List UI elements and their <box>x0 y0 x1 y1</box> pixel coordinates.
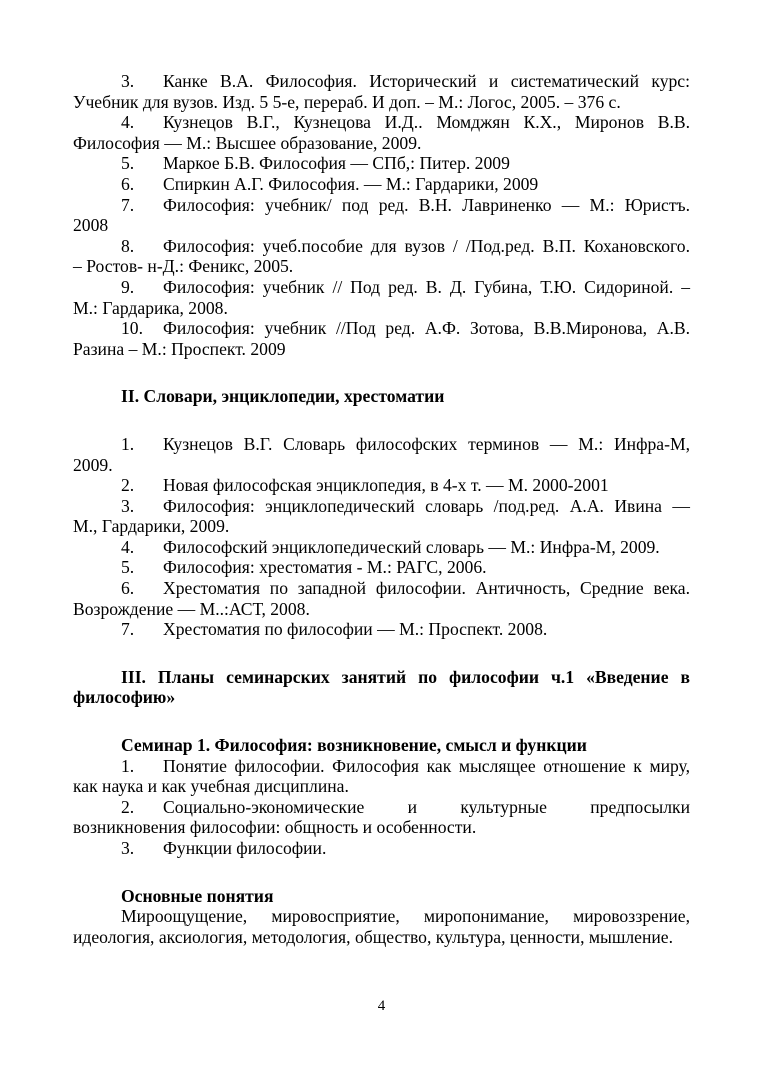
concepts-heading: Основные понятия <box>121 885 274 906</box>
page-number: 4 <box>377 998 386 1014</box>
item-text: Канке В.А. Философия. Исторический и систематический курс: <box>163 71 690 91</box>
item-text: Понятие философии. Философия как мыслящее отношение к миру, <box>163 755 690 776</box>
list-item <box>73 537 690 558</box>
item-number: 3. <box>121 71 135 91</box>
item-text: Социально-экономические и культурные предпосылки <box>163 796 690 817</box>
item-number: 5. <box>121 557 135 578</box>
list-item <box>73 277 690 318</box>
item-text: Хрестоматия по западной философии. Античность, Средние века. <box>163 578 690 599</box>
item-number: 4. <box>121 112 135 133</box>
list-item <box>73 756 690 797</box>
item-text-continued: как наука и как учебная дисциплина. <box>73 776 349 797</box>
item-text: Спиркин А.Г. Философия. — М.: Гардарики, 2009 <box>163 173 539 194</box>
item-number: 4. <box>121 536 135 557</box>
item-text-continued: Разина – М.: Проспект. 2009 <box>73 338 286 359</box>
list-item <box>73 475 690 496</box>
item-text: Новая философская энциклопедия, в 4-х т. — М. 2000-2001 <box>163 475 609 496</box>
item-text: Хрестоматия по философии — М.: Проспект. 2008. <box>163 619 548 640</box>
list-item <box>73 318 690 359</box>
item-text-continued: М.: Гардарика, 2008. <box>73 297 228 318</box>
key-concepts <box>73 886 690 948</box>
document-page <box>73 71 690 947</box>
item-text: Кузнецов В.Г., Кузнецова И.Д.. Момджян К.Х., Миронов В.В. <box>163 112 690 133</box>
item-text: Философия: учебник //Под ред. А.Ф. Зотова, В.В.Миронова, А.В. <box>163 318 690 339</box>
item-text-continued: Учебник для вузов. Изд. 5 5-е, перераб. И доп. – М.: Логос, 2005. – 376 с. <box>73 91 621 112</box>
list-item <box>73 434 690 475</box>
section-heading: III. Планы семинарских занятий по философии ч.1 «Введение в <box>121 666 690 687</box>
concepts-text-continued: идеология, аксиология, методология, общество, культура, ценности, мышление. <box>73 926 674 947</box>
list-item <box>73 797 690 838</box>
section-seminar-plans <box>73 667 690 708</box>
item-text-continued: 2009. <box>73 454 113 475</box>
list-item <box>73 838 690 859</box>
item-text-continued: – Ростов- н-Д.: Феникс, 2005. <box>73 256 294 277</box>
seminar-heading: Семинар 1. Философия: возникновение, смысл и функции <box>121 735 587 756</box>
item-number: 3. <box>121 495 135 516</box>
item-text-continued: 2008 <box>73 215 109 236</box>
item-number: 6. <box>121 578 135 599</box>
list-item <box>73 153 690 174</box>
list-item <box>73 236 690 277</box>
item-number: 3. <box>121 838 135 858</box>
item-number: 10. <box>121 318 143 339</box>
item-text: Функции философии. <box>163 838 327 858</box>
list-item <box>73 195 690 236</box>
list-item <box>73 619 690 640</box>
list-item <box>73 71 690 112</box>
item-number: 1. <box>121 433 135 454</box>
item-text: Философия: учебник/ под ред. В.Н. Лавриненко — М.: Юристъ. <box>163 194 690 215</box>
list-item <box>73 112 690 153</box>
item-text-continued: возникновения философии: общность и особенности. <box>73 817 477 838</box>
item-number: 1. <box>121 755 135 776</box>
item-text: Философия: хрестоматия - М.: РАГС, 2006. <box>163 557 487 578</box>
item-number: 7. <box>121 619 135 640</box>
section-dictionaries <box>73 386 690 640</box>
item-number: 8. <box>121 235 135 256</box>
item-number: 2. <box>121 475 135 496</box>
seminar-1 <box>73 735 690 859</box>
item-text: Маркое Б.В. Философия — СПб,: Питер. 2009 <box>163 153 510 174</box>
item-text: Кузнецов В.Г. Словарь философских терминов — М.: Инфра-М, <box>163 433 690 454</box>
book-list <box>73 71 690 359</box>
concepts-text: Мироощущение, мировосприятие, миропонимание, мировоззрение, <box>121 906 690 927</box>
item-text: Философия: учеб.пособие для вузов / /Под.ред. В.П. Кохановского. <box>163 235 690 256</box>
item-text-continued: Философия — М.: Высшее образование, 2009. <box>73 132 422 153</box>
item-number: 5. <box>121 153 135 174</box>
list-item <box>73 174 690 195</box>
list-item <box>73 578 690 619</box>
item-number: 2. <box>121 796 135 817</box>
list-item <box>73 496 690 537</box>
section-heading: II. Словари, энциклопедии, хрестоматии <box>121 386 445 407</box>
item-number: 7. <box>121 194 135 215</box>
item-number: 9. <box>121 276 135 297</box>
item-text: Философия: энциклопедический словарь /под.ред. А.А. Ивина — <box>163 495 690 516</box>
item-text: Философия: учебник // Под ред. В. Д. Губина, Т.Ю. Сидориной. – <box>163 276 690 297</box>
item-number: 6. <box>121 173 135 194</box>
item-text: Философский энциклопедический словарь — М.: Инфра-М, 2009. <box>163 536 660 557</box>
list-item <box>73 557 690 578</box>
item-text-continued: М., Гардарики, 2009. <box>73 516 230 537</box>
section-heading-continued: философию» <box>73 687 176 708</box>
item-text-continued: Возрождение — М..:АСТ, 2008. <box>73 598 310 619</box>
